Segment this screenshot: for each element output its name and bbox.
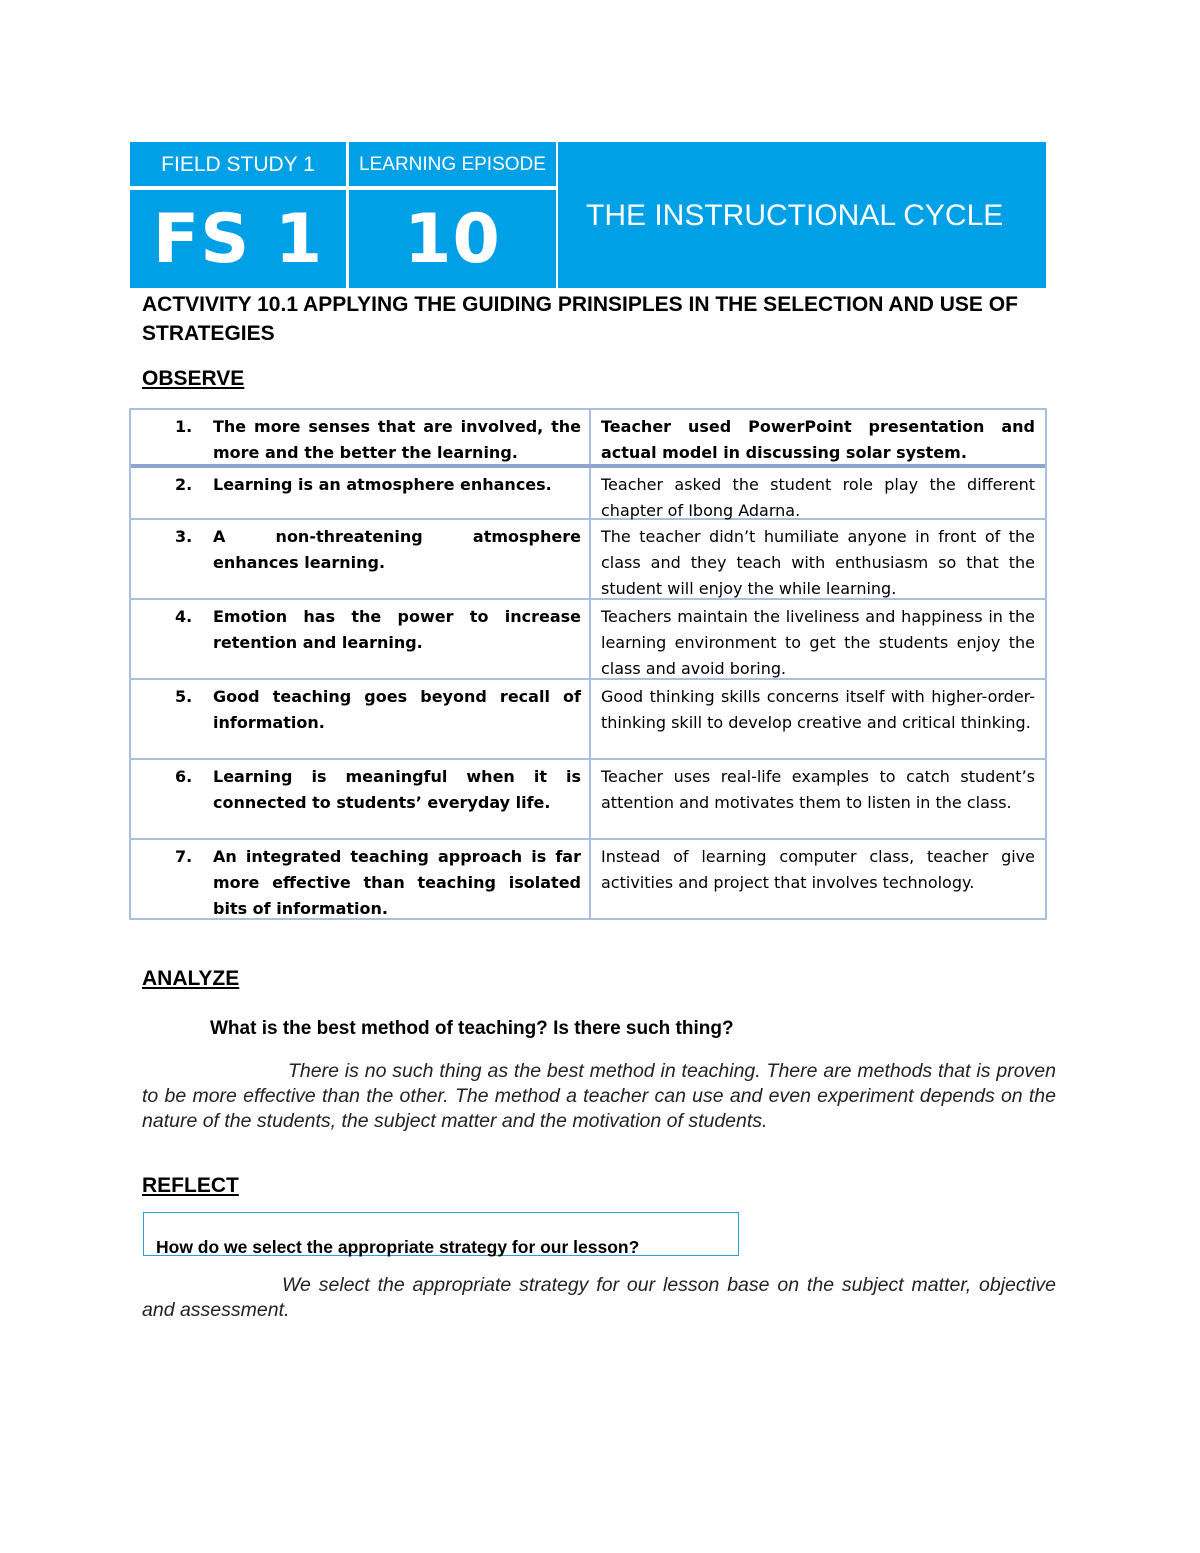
- principle-text: The more senses that are involved, the more and the better the learning.: [213, 417, 581, 462]
- episode-title-cell: [558, 142, 1046, 288]
- principle-text: Emotion has the power to increase retention and learning.: [213, 607, 581, 652]
- principle-cell: [131, 680, 591, 758]
- row-number: 3.: [175, 527, 193, 546]
- analyze-answer: [142, 1059, 1056, 1134]
- episode-number: 10: [404, 200, 501, 279]
- reflect-question-box: [143, 1212, 739, 1256]
- field-study-label: FIELD STUDY 1: [161, 153, 315, 176]
- principle-cell: [131, 520, 591, 598]
- row-number: 7.: [175, 847, 193, 866]
- row-number: 2.: [175, 475, 193, 494]
- analyze-heading: ANALYZE: [142, 967, 240, 990]
- observation-text: The teacher didn’t humiliate anyone in front of the class and they teach with enthusiasm so that the student will enjoy the while learning.: [601, 527, 1035, 598]
- observation-text: Teacher asked the student role play the different chapter of Ibong Adarna.: [601, 475, 1035, 520]
- episode-number-cell: [349, 190, 556, 288]
- reflect-heading: REFLECT: [142, 1174, 239, 1197]
- row-number: 1.: [175, 417, 193, 436]
- fs-code-cell: [130, 190, 346, 288]
- reflect-answer-text: We select the appropriate strategy for our lesson base on the subject matter, objective and assessment.: [142, 1274, 1056, 1321]
- table-row: [131, 760, 1045, 840]
- observe-heading: OBSERVE: [142, 367, 245, 390]
- observation-text: Good thinking skills concerns itself with higher-order-thinking skill to develop creative and critical thinking.: [601, 687, 1035, 732]
- fs-code: FS 1: [152, 200, 324, 279]
- reflect-question: How do we select the appropriate strategy for our lesson?: [156, 1237, 640, 1257]
- principle-cell: [131, 840, 591, 918]
- analyze-question: What is the best method of teaching? Is there such thing?: [210, 1018, 734, 1039]
- principle-text: Learning is meaningful when it is connected to students’ everyday life.: [213, 767, 581, 812]
- table-row: [131, 520, 1045, 600]
- principle-cell: [131, 760, 591, 838]
- row-number: 6.: [175, 767, 193, 786]
- header-banner: [130, 142, 1046, 288]
- table-row: [131, 600, 1045, 680]
- table-row: [131, 680, 1045, 760]
- principles-table: [129, 408, 1047, 920]
- principle-cell: [131, 410, 591, 464]
- row-number: 5.: [175, 687, 193, 706]
- principle-cell: [131, 600, 591, 678]
- principle-cell: [131, 468, 591, 518]
- table-row: [131, 410, 1045, 468]
- row-number: 4.: [175, 607, 193, 626]
- observation-text: Teachers maintain the liveliness and happiness in the learning environment to get the students enjoy the class and avoid boring.: [601, 607, 1035, 678]
- episode-title: THE INSTRUCTIONAL CYCLE: [586, 199, 1004, 232]
- observation-text: Teacher uses real-life examples to catch student’s attention and motivates them to listen in the class.: [601, 767, 1035, 812]
- principle-text: A non-threatening atmosphere enhances learning.: [213, 527, 581, 572]
- learning-episode-label: LEARNING EPISODE: [359, 154, 546, 175]
- table-row: [131, 468, 1045, 520]
- observation-text: Instead of learning computer class, teacher give activities and project that involves technology.: [601, 847, 1035, 892]
- principle-text: Learning is an atmosphere enhances.: [213, 475, 552, 494]
- principle-text: Good teaching goes beyond recall of information.: [213, 687, 581, 732]
- table-row: [131, 840, 1045, 918]
- learning-episode-label-cell: [349, 142, 556, 186]
- reflect-answer: [142, 1273, 1056, 1323]
- principle-text: An integrated teaching approach is far more effective than teaching isolated bits of information.: [213, 847, 581, 918]
- analyze-answer-text: There is no such thing as the best method in teaching. There are methods that is proven to be more effective than the other. The method a teacher can use and even experiment depends on the nature of the students, the subject matter and the motivation of students.: [142, 1060, 1056, 1132]
- activity-title: ACTVIVITY 10.1 APPLYING THE GUIDING PRINSIPLES IN THE SELECTION AND USE OF STRATEGIES: [142, 293, 1018, 345]
- observation-text: Teacher used PowerPoint presentation and actual model in discussing solar system.: [601, 417, 1035, 462]
- field-study-label-cell: [130, 142, 346, 186]
